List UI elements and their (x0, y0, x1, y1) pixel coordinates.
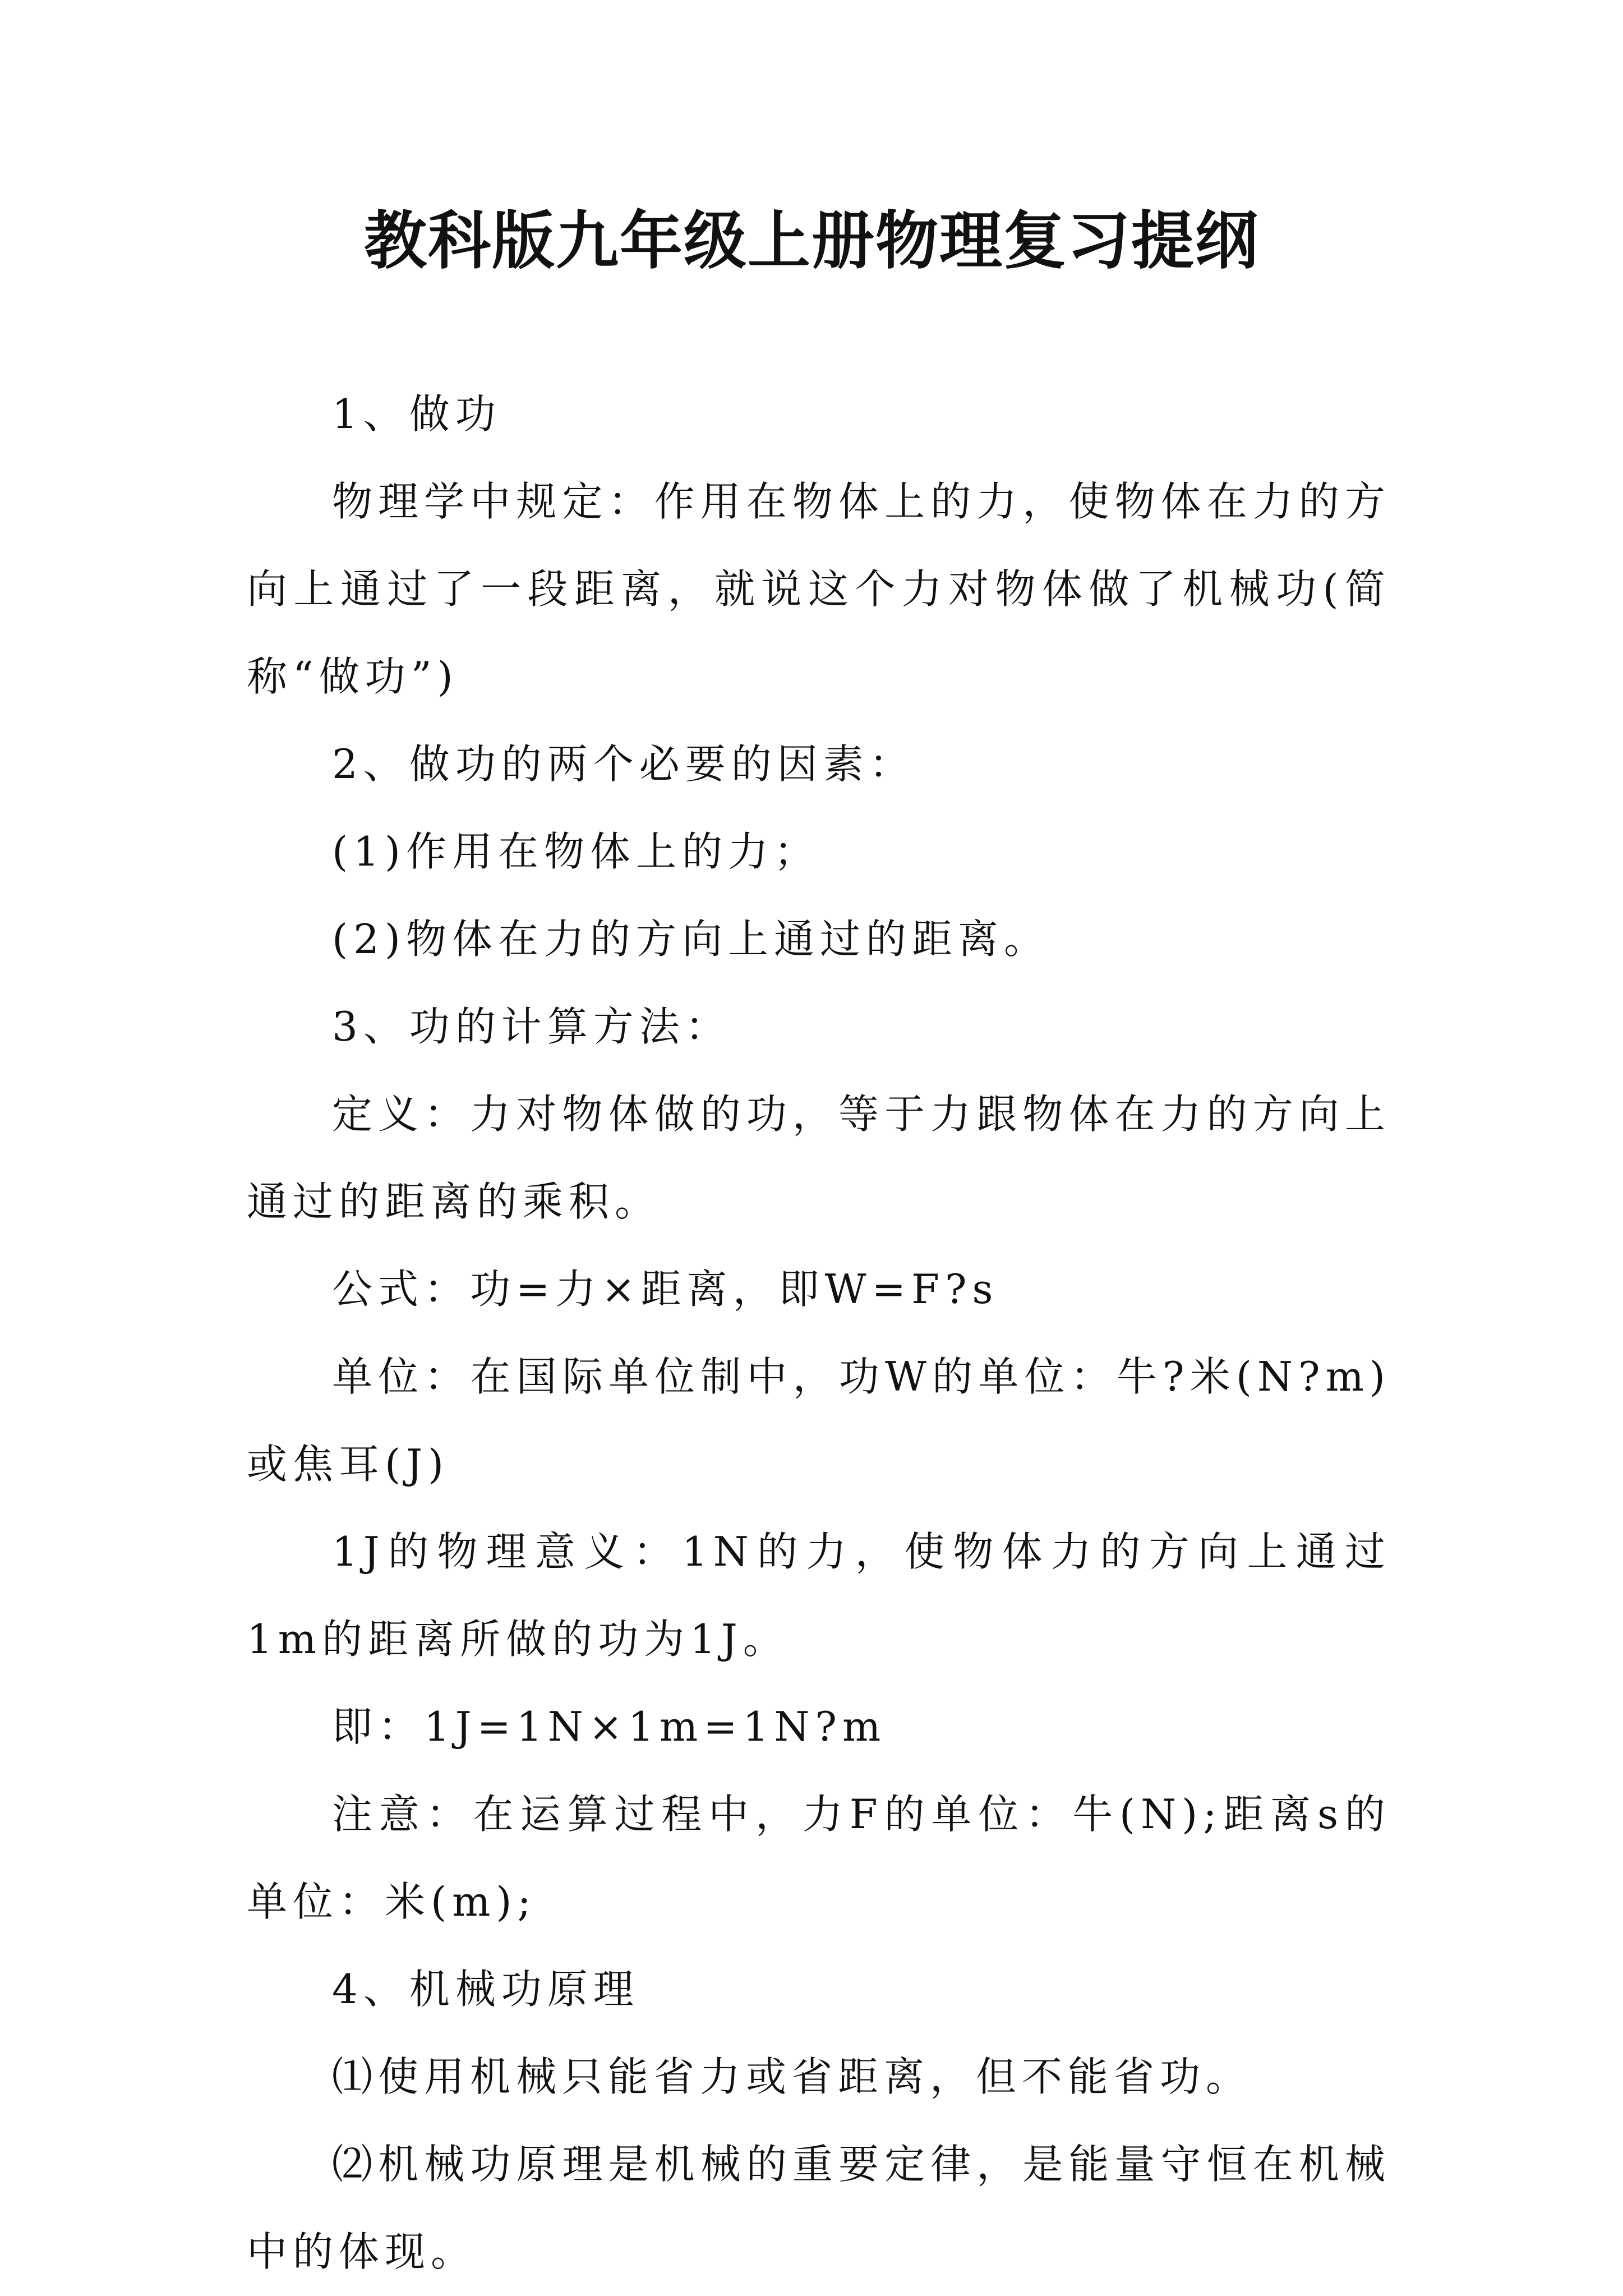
paragraph-joule-meaning: 1J的物理意义：1N的力，使物体力的方向上通过1m的距离所做的功为1J。 (247, 1528, 1391, 1663)
document-body (247, 370, 1391, 2295)
paragraph-calculation-definition: 定义：力对物体做的功，等于力跟物体在力的方向上通过的距离的乘积。 (247, 1091, 1391, 1225)
section-heading-work-factors: 2、做功的两个必要的因素： (332, 740, 915, 788)
section-heading-work: 1、做功 (332, 390, 501, 438)
section-heading-principle: 4、机械功原理 (332, 1966, 639, 2013)
section-heading-calculation: 3、功的计算方法： (332, 1003, 731, 1050)
list-item-principle-2: ⑵机械功原理是机械的重要定律，是能量守恒在机械中的体现。 (247, 2141, 1391, 2275)
paragraph-work-definition: 物理学中规定：作用在物体上的力，使物体在力的方向上通过了一段距离，就说这个力对物体做了机械功(简称“做功”) (247, 478, 1391, 700)
page-title: 教科版九年级上册物理复习提纲 (364, 205, 1259, 278)
list-item-principle-1: ⑴使用机械只能省力或省距离，但不能省功。 (332, 2053, 1252, 2100)
paragraph-formula: 公式：功=力×距离，即W=F?s (332, 1266, 999, 1313)
paragraph-unit: 单位：在国际单位制中，功W的单位：牛?米(N?m)或焦耳(J) (247, 1353, 1391, 1488)
list-item-factor-1: (1)作用在物体上的力； (332, 828, 820, 875)
paragraph-note: 注意：在运算过程中，力F的单位：牛(N);距离s的单位：米(m); (247, 1791, 1391, 1925)
list-item-factor-2: (2)物体在力的方向上通过的距离。 (332, 915, 1050, 963)
paragraph-joule-equation: 即：1J=1N×1m=1N?m (332, 1703, 887, 1750)
